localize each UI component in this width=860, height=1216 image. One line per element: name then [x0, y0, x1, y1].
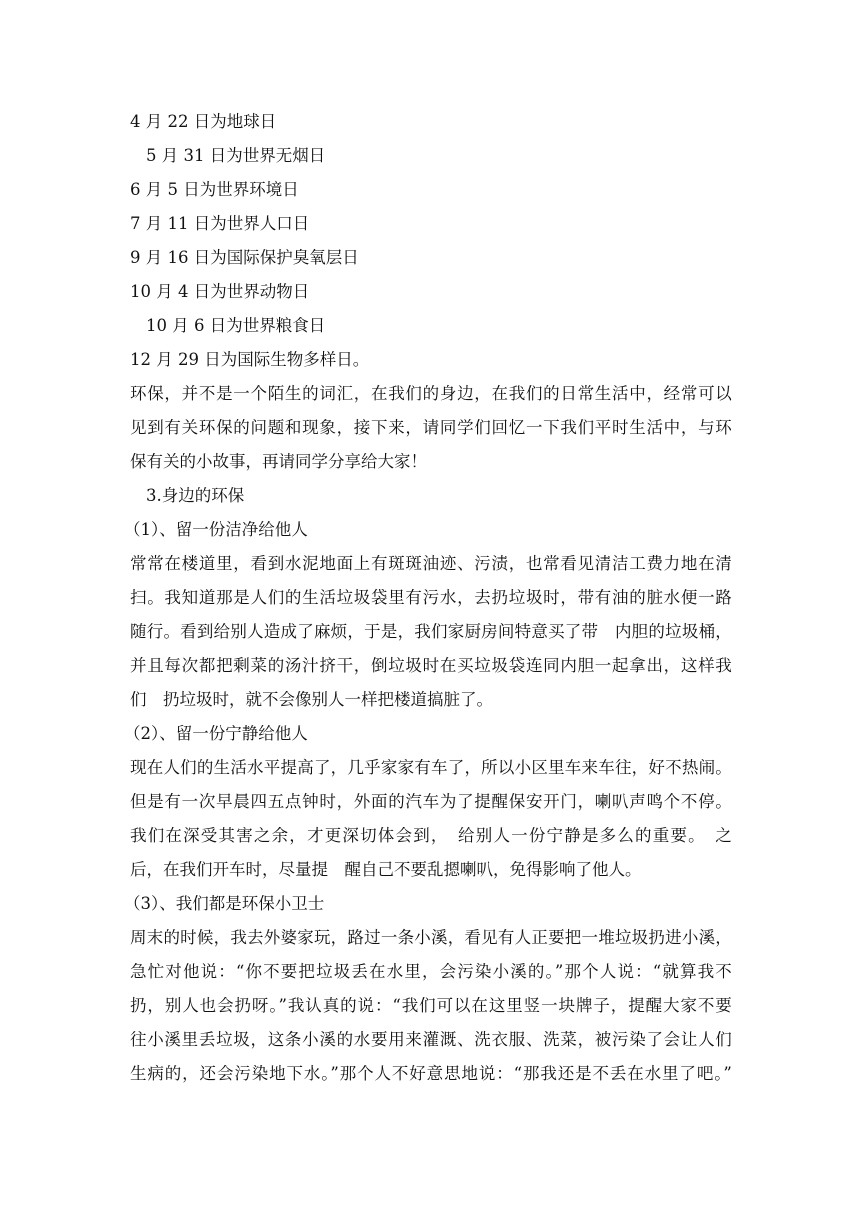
date-item-food-day: 10 月 6 日为世界粮食日 [146, 316, 326, 335]
story-heading: （2）、留一份宁静给他人 [124, 724, 308, 743]
story-heading: （3）、我们都是环保小卫士 [124, 894, 325, 913]
story-heading: （1）、留一份洁净给他人 [124, 520, 308, 539]
date-item-no-tobacco-day: 5 月 31 日为世界无烟日 [146, 146, 326, 165]
story-line: 随行。看到给别人造成了麻烦，于是，我们家厨房间特意买了带 内胆的垃圾桶， [130, 622, 732, 641]
date-item-environment-day: 6 月 5 日为世界环境日 [130, 180, 299, 199]
story-line: 后，在我们开车时，尽量提 醒自己不要乱摁喇叭，免得影响了他人。 [130, 860, 642, 879]
story-line: 常常在楼道里，看到水泥地面上有斑斑油迹、污渍，也常看见清洁工费力地在清 [130, 554, 732, 573]
story-line: 周末的时候，我去外婆家玩，路过一条小溪，看见有人正要把一堆垃圾扔进小溪， [130, 928, 732, 947]
story-line: 扔，别人也会扔呀。”我认真的说：“我们可以在这里竖一块牌子，提醒大家不要 [130, 996, 732, 1015]
date-item-population-day: 7 月 11 日为世界人口日 [130, 214, 310, 233]
story-line: 急忙对他说：“你不要把垃圾丢在水里，会污染小溪的。”那个人说：“就算我不 [130, 962, 732, 981]
story-line: 们 扔垃圾时，就不会像别人一样把楼道搞脏了。 [130, 690, 493, 709]
story-line: 现在人们的生活水平提高了，几乎家家有车了，所以小区里车来车往，好不热闹。 [130, 758, 732, 777]
story-line: 并且每次都把剩菜的汤汁挤干，倒垃圾时在买垃圾袋连同内胆一起拿出，这样我 [130, 656, 732, 675]
story-line: 我们在深受其害之余，才更深切体会到， 给别人一份宁静是多么的重要。 之 [130, 826, 732, 845]
date-item-biodiversity-day: 12 月 29 日为国际生物多样日。 [130, 350, 370, 369]
intro-line: 环保，并不是一个陌生的词汇，在我们的身边，在我们的日常生活中，经常可以 [130, 384, 732, 403]
story-line: 往小溪里丢垃圾，这条小溪的水要用来灌溉、洗衣服、洗菜，被污染了会让人们 [130, 1030, 732, 1049]
intro-line: 保有关的小故事，再请同学分享给大家！ [130, 452, 427, 471]
date-item-animal-day: 10 月 4 日为世界动物日 [130, 282, 310, 301]
intro-line: 见到有关环保的问题和现象，接下来，请同学们回忆一下我们平时生活中，与环 [130, 418, 732, 437]
date-item-earth-day: 4 月 22 日为地球日 [130, 112, 277, 131]
story-line: 但是有一次早晨四五点钟时，外面的汽车为了提醒保安开门，喇叭声鸣个不停。 [130, 792, 732, 811]
story-line: 生病的，还会污染地下水。”那个人不好意思地说：“那我还是不丢在水里了吧。” [130, 1064, 732, 1083]
story-line: 扫。我知道那是人们的生活垃圾袋里有污水，去扔垃圾时，带有油的脏水便一路 [130, 588, 732, 607]
date-item-ozone-day: 9 月 16 日为国际保护臭氧层日 [130, 248, 359, 267]
section-heading: 3.身边的环保 [146, 486, 245, 505]
